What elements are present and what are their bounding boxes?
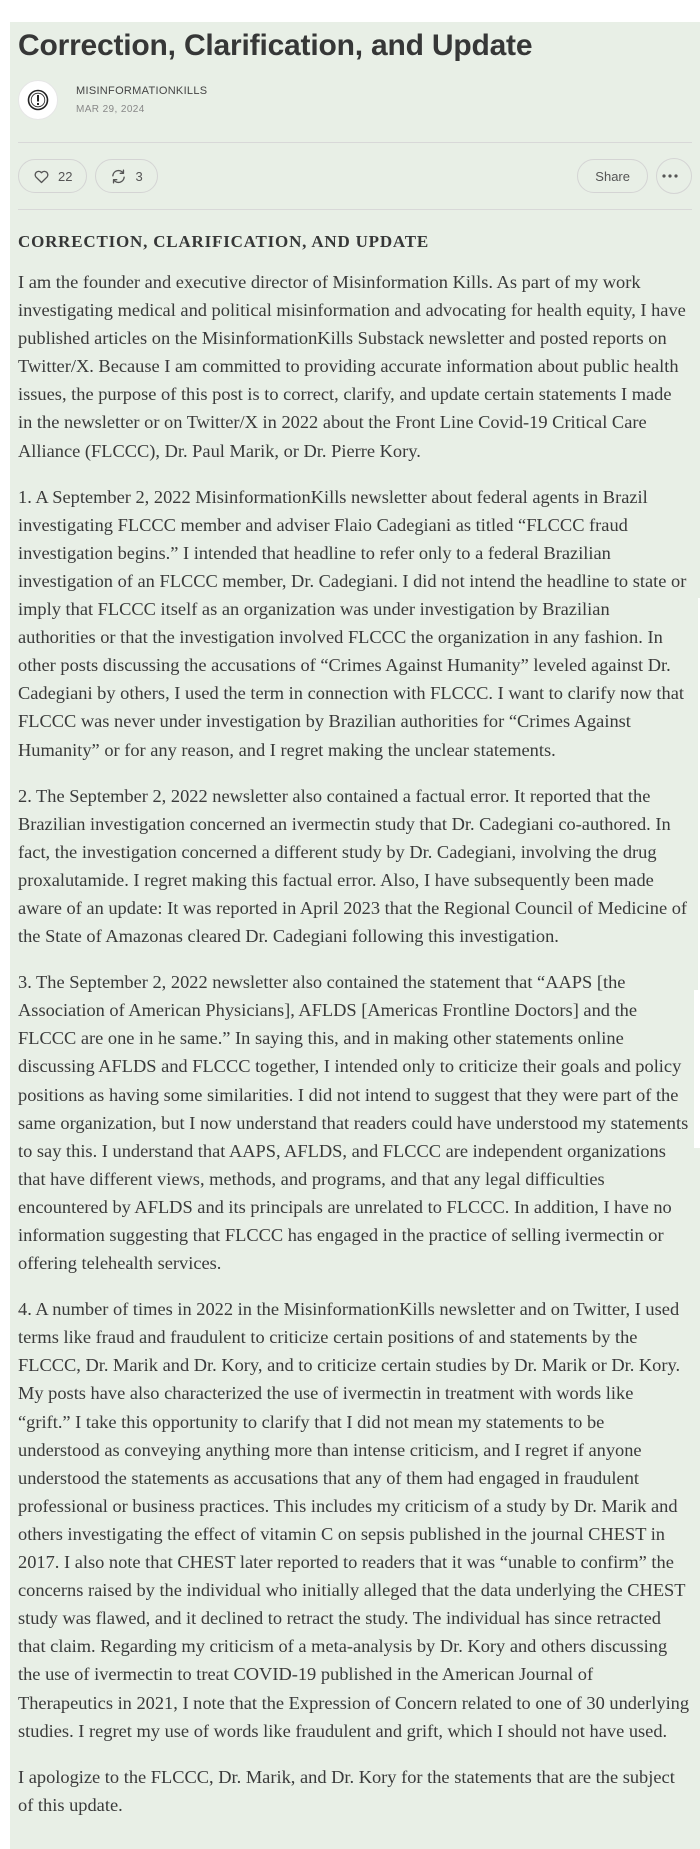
exclamation-circle-icon bbox=[26, 88, 50, 112]
restack-icon bbox=[110, 168, 127, 185]
byline bbox=[18, 80, 692, 120]
byline-text bbox=[76, 83, 207, 118]
post-date: MAR 29, 2024 bbox=[76, 103, 145, 115]
article-paragraph: I apologize to the FLCCC, Dr. Marik, and Dr. Kory for the statements that are the subject of this update. bbox=[18, 1766, 675, 1815]
heart-icon bbox=[33, 168, 50, 185]
article-paragraph: 1. A September 2, 2022 MisinformationKills newsletter about federal agents in Brazil investigating FLCCC member and adviser Flaio Cadegiani as titled “FLCCC fraud investigation begins.” I intended that headline to refer only to a federal Brazilian investigation of an FLCCC member, Dr. Cadegiani. I did not intend the headline to state or imply that FLCCC itself as an organization was under investigation by Brazilian authorities or that the investigation involved FLCCC the organization in any fashion. In other posts discussing the accusations of “Crimes Against Humanity” leveled against Dr. Cadegiani by others, I used the term in connection with FLCCC. I want to clarify now that FLCCC was never under investigation by Brazilian authorities for “Crimes Against Humanity” or for any reason, and I regret making the unclear statements. bbox=[18, 486, 687, 760]
article-heading: CORRECTION, CLARIFICATION, AND UPDATE bbox=[18, 232, 430, 251]
author-name[interactable]: MISINFORMATIONKILLS bbox=[76, 84, 208, 97]
like-button[interactable] bbox=[18, 159, 87, 193]
share-button[interactable]: Share bbox=[577, 159, 648, 193]
post-title: Correction, Clarification, and Update bbox=[18, 29, 533, 62]
avatar[interactable] bbox=[18, 80, 58, 120]
article-paragraph: I am the founder and executive director of Misinformation Kills. As part of my work investigating medical and political misinformation and advocating for health equity, I have published articles on the MisinformationKills Substack newsletter and posted reports on Twitter/X. Because I am committed to providing accurate information about public health issues, the purpose of this post is to correct, clarify, and update certain statements I made in the newsletter or on Twitter/X in 2022 about the Front Line Covid-19 Critical Care Alliance (FLCCC), Dr. Paul Marik, or Dr. Pierre Kory. bbox=[18, 272, 686, 461]
divider bbox=[18, 209, 692, 210]
article-paragraph: 4. A number of times in 2022 in the MisinformationKills newsletter and on Twitter, I used terms like fraud and fraudulent to criticize certain positions of and statements by the FLCCC, Dr. Marik and Dr. Kory, and to criticize certain studies by Dr. Marik or Dr. Kory. My posts have also characterized the use of ivermectin in treatment with words like “grift.” I take this opportunity to clarify that I did not mean my statements to be understood as conveying anything more than intense criticism, and I regret if anyone understood the statements as accusations that any of them had engaged in fraudulent professional or business practices. This includes my criticism of a study by Dr. Marik and others investigating the effect of vitamin C on sepsis published in the journal CHEST in 2017. I also note that CHEST later reported to readers that it was “unable to confirm” the concerns raised by the individual who initially alleged that the data underlying the CHEST study was flawed, and it declined to retract the study. The individual has since retracted that claim. Regarding my criticism of a meta-analysis by Dr. Kory and others discussing the use of ivermectin to treat COVID-19 published in the American Journal of Therapeutics in 2021, I note that the Expression of Concern related to one of 30 underlying studies. I regret my use of words like fraudulent and grift, which I should not have used. bbox=[18, 1299, 690, 1741]
ellipsis-icon bbox=[661, 173, 679, 179]
restack-count: 3 bbox=[135, 168, 143, 184]
article-paragraph: 3. The September 2, 2022 newsletter also contained the statement that “AAPS [the Association of American Physicians], AFLDS [Americas Frontline Doctors] and the FLCCC are one in he same.” In saying this, and in making other statements online discussing AFLDS and FLCCC together, I intended only to criticize their goals and policy positions as having some similarities. I did not intend to suggest that they were part of the same organization, but I now understand that readers could have understood my statements to say this. I understand that AAPS, AFLDS, and FLCCC are independent organizations that have different views, methods, and programs, and that any legal difficulties encountered by AFLDS and its principals are unrelated to FLCCC. In addition, I have no information suggesting that FLCCC has engaged in the practice of selling ivermectin or offering telehealth services. bbox=[18, 972, 689, 1274]
restack-button[interactable] bbox=[95, 159, 157, 193]
article-paragraph: 2. The September 2, 2022 newsletter also contained a factual error. It reported that the Brazilian investigation concerned an ivermectin study that Dr. Cadegiani co-authored. In fact, the investigation concerned a different study by Dr. Cadegiani, involving the drug proxalutamide. I regret making this factual error. Also, I have subsequently been made aware of an update: It was reported in April 2023 that the Regional Council of Medicine of the State of Amazonas cleared Dr. Cadegiani following this investigation. bbox=[18, 785, 688, 947]
like-count: 22 bbox=[58, 168, 73, 184]
post-actions bbox=[18, 143, 692, 209]
more-button[interactable] bbox=[656, 158, 692, 194]
